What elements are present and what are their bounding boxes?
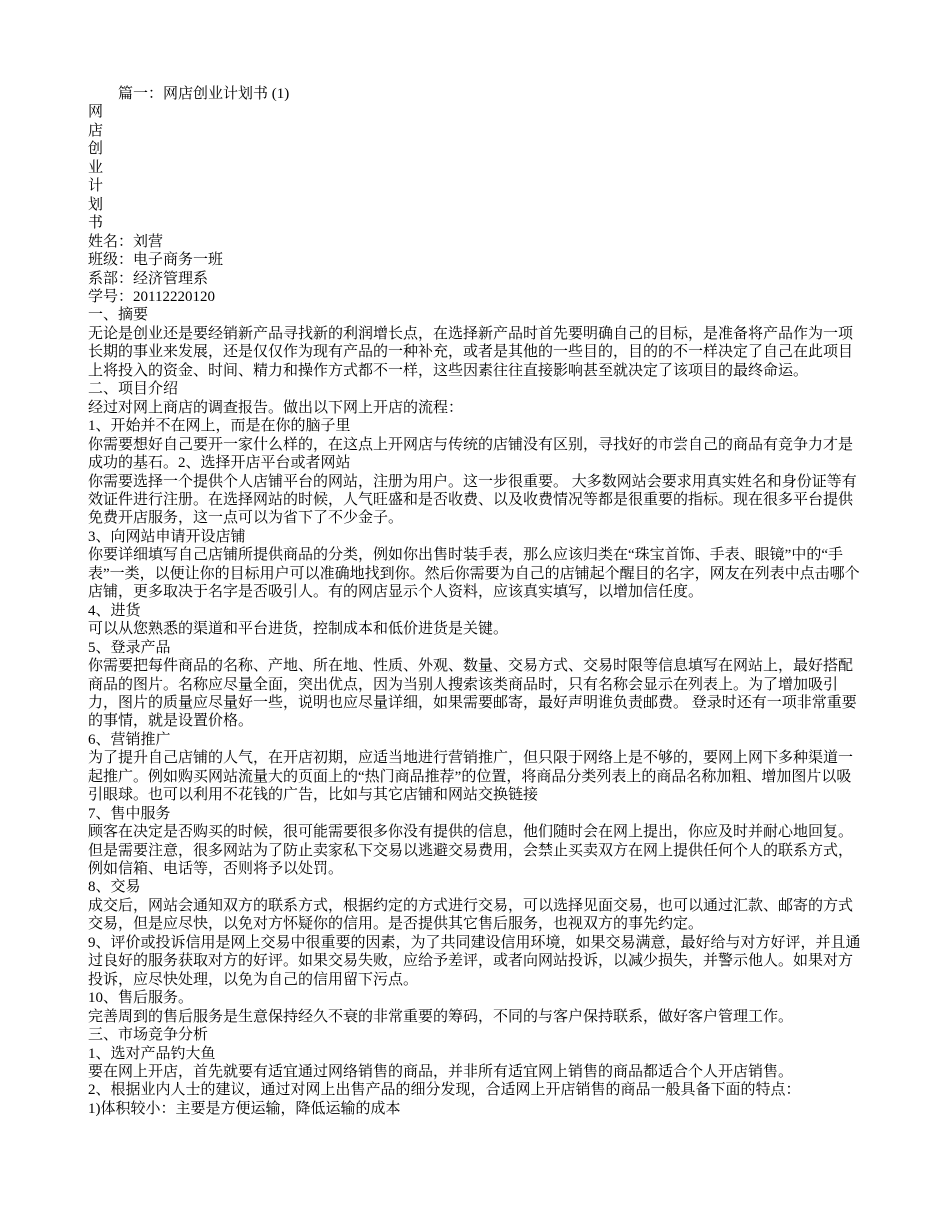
paragraph: 4、进货 bbox=[88, 602, 141, 619]
paragraph: 3、向网站申请开设店铺 bbox=[88, 528, 246, 545]
paragraph: 1)体积较小：主要是方便运输，降低运输的成本 bbox=[88, 1100, 401, 1117]
paragraph: 你需要想好自己要开一家什么样的，在这点上开网店与传统的店铺没有区别，寻找好的市尝自己的商品有竞争力才是成功的基石。2、选择开店平台或者网站 bbox=[88, 436, 854, 472]
paragraph: 可以从您熟悉的渠道和平台进货，控制成本和低价进货是关键。 bbox=[88, 621, 509, 638]
paragraph: 7、售中服务 bbox=[88, 805, 171, 822]
paragraph: 9、评价或投诉信用是网上交易中很重要的因素，为了共同建设信用环境，如果交易满意，最好给与对方好评，并且通过良好的服务获取对方的好评。如果交易失败，应给予差评，或者向网站投诉，以减少损失，并警示他人。如果对方投诉，应尽快处理，以免为自己的信用留下污点。 bbox=[88, 934, 861, 988]
paragraph: 1、开始并不在网上，而是在你的脑子里 bbox=[88, 418, 351, 435]
paragraph: 二、项目介绍 bbox=[88, 381, 179, 398]
document-body bbox=[88, 85, 864, 1118]
paragraph: 10、售后服务。 bbox=[88, 990, 194, 1007]
paragraph: 三、市场竞争分析 bbox=[88, 1027, 209, 1044]
paragraph: 8、交易 bbox=[88, 879, 141, 896]
paragraph: 2、根据业内人士的建议，通过对网上出售产品的细分发现，合适网上开店销售的商品一般具备下面的特点： bbox=[88, 1082, 801, 1099]
paragraph: 系部：经济管理系 bbox=[88, 270, 209, 287]
paragraph: 书 bbox=[88, 215, 104, 232]
paragraph: 经过对网上商店的调查报告。做出以下网上开店的流程： bbox=[88, 399, 464, 416]
paragraph: 业 bbox=[88, 159, 104, 176]
paragraph: 完善周到的售后服务是生意保持经久不衰的非常重要的筹码，不同的与客户保持联系，做好客户管理工作。 bbox=[88, 1008, 794, 1025]
paragraph: 姓名：刘营 bbox=[88, 233, 164, 250]
paragraph: 网 bbox=[88, 104, 104, 121]
paragraph: 成交后，网站会通知双方的联系方式，根据约定的方式进行交易，可以选择见面交易，也可以通过汇款、邮寄的方式交易，但是应尽快，以免对方怀疑你的信用。是否提供其它售后服务，也视双方的事先约定。 bbox=[88, 897, 854, 933]
paragraph: 学号：20112220120 bbox=[88, 288, 215, 305]
paragraph: 你需要选择一个提供个人店铺平台的网站，注册为用户。这一步很重要。 大多数网站会要求用真实姓名和身份证等有效证件进行注册。在选择网站的时候，人气旺盛和是否收费、以及收费情况等都是很重要的指标。现在很多平台提供免费开店服务，这一点可以为省下了不少金子。 bbox=[88, 473, 857, 527]
paragraph: 5、登录产品 bbox=[88, 639, 171, 656]
paragraph: 店 bbox=[88, 122, 104, 139]
paragraph: 1、选对产品钓大鱼 bbox=[88, 1045, 216, 1062]
paragraph: 无论是创业还是要经销新产品寻找新的利润增长点，在选择新产品时首先要明确自己的目标，是准备将产品作为一项长期的事业来发展，还是仅仅作为现有产品的一种补充，或者是其他的一些目的，目的的不一样决定了自己在此项目上将投入的资金、时间、精力和操作方式都不一样，这些因素往往直接影响甚至就决定了该项目的最终命运。 bbox=[88, 325, 854, 379]
paragraph: 计 bbox=[88, 178, 104, 195]
paragraph: 为了提升自己店铺的人气，在开店初期，应适当地进行营销推广，但只限于网络上是不够的，要网上网下多种渠道一起推广。例如购买网站流量大的页面上的“热门商品推荐”的位置，将商品分类列表上的商品名称加粗、增加图片以吸引眼球。也可以利用不花钱的广告，比如与其它店铺和网站交换链接 bbox=[88, 750, 854, 804]
paragraph: 一、摘要 bbox=[88, 307, 149, 324]
paragraph: 篇一：网店创业计划书 (1) bbox=[118, 86, 290, 102]
paragraph: 划 bbox=[88, 196, 104, 213]
paragraph: 班级：电子商务一班 bbox=[88, 252, 224, 269]
paragraph: 要在网上开店，首先就要有适宜通过网络销售的商品，并非所有适宜网上销售的商品都适合个人开店销售。 bbox=[88, 1064, 794, 1081]
paragraph: 顾客在决定是否购买的时候，很可能需要很多你没有提供的信息，他们随时会在网上提出，你应及时并耐心地回复。但是需要注意，很多网站为了防止卖家私下交易以逃避交易费用，会禁止买卖双方在网上提供任何个人的联系方式，例如信箱、电话等，否则将予以处罚。 bbox=[88, 824, 854, 878]
paragraph: 你要详细填写自己店铺所提供商品的分类，例如你出售时装手表，那么应该归类在“珠宝首饰、手表、眼镜”中的“手表”一类，以便让你的目标用户可以准确地找到你。然后你需要为自己的店铺起个醒目的名字，网友在列表中点击哪个店铺，更多取决于名字是否吸引人。有的网店显示个人资料，应该真实填写，以增加信任度。 bbox=[88, 547, 860, 601]
paragraph: 6、营销推广 bbox=[88, 731, 171, 748]
paragraph: 你需要把每件商品的名称、产地、所在地、性质、外观、数量、交易方式、交易时限等信息填写在网站上，最好搭配商品的图片。名称应尽量全面，突出优点，因为当别人搜索该类商品时，只有名称会显示在列表上。为了增加吸引力，图片的质量应尽量好一些，说明也应尽量详细，如果需要邮寄，最好声明谁负责邮费。 登录时还有一项非常重要的事情，就是设置价格。 bbox=[88, 658, 857, 730]
paragraph: 创 bbox=[88, 141, 104, 158]
